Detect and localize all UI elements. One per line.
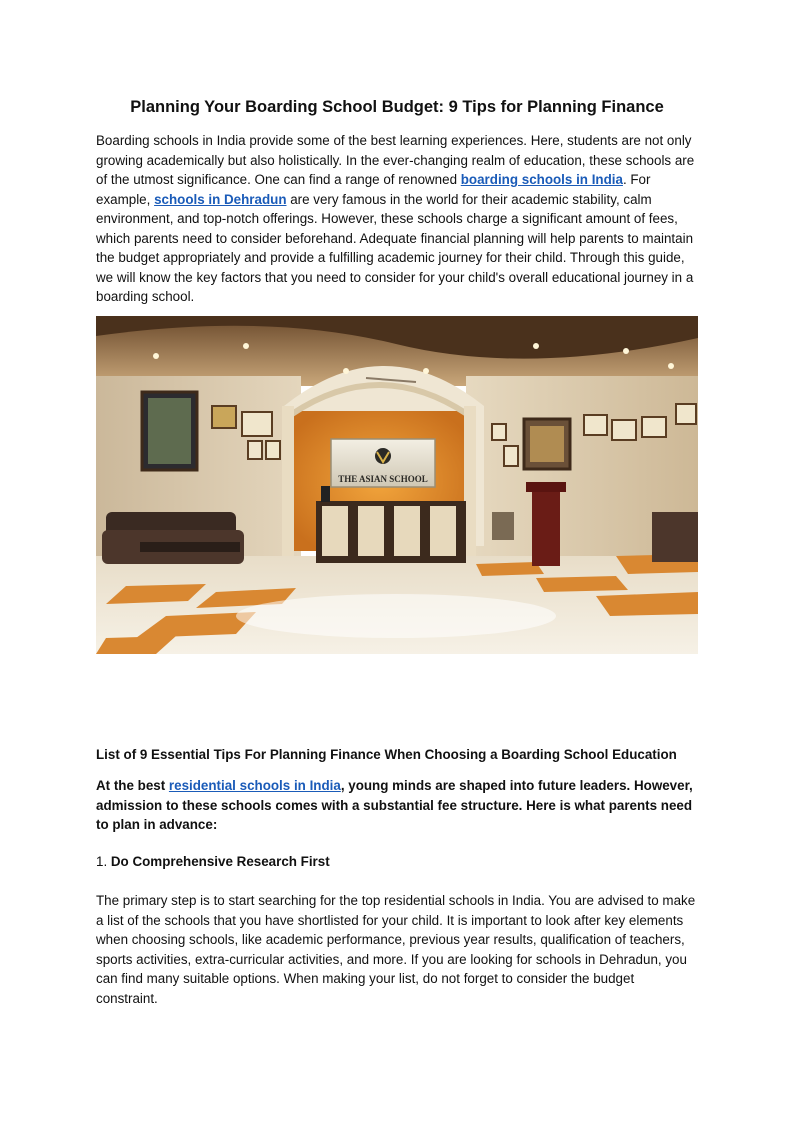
residential-schools-india-link[interactable]: residential schools in India [168,778,341,793]
schools-in-dehradun-link[interactable]: schools in Dehradun [154,191,287,207]
intro-paragraph [96,131,698,307]
school-lobby-photo [96,316,698,654]
lead-text-2: , young minds are shaped into future leaders. However, admission to these schools comes with a substantial fee structure. Here is what parents need to plan in advance: [96,778,693,832]
school-sign-text: THE ASIAN SCHOOL [338,474,428,484]
tip-1-body: The primary step is to start searching for the top residential schools in India. You are advised to make a list of the schools that you have shortlisted for your child. It is important to look after key elements when choosing schools, like academic performance, previous year results, qualification of teachers, sports activities, extra-curricular activities, and more. If you are looking for schools in Dehradun, you can find many suitable options. When making your list, do not forget to consider the budget constraint. [96,893,696,1006]
intro-text-3: are very famous in the world for their academic stability, calm environment, and top-notch offerings. However, these schools charge a significant amount of fees, which parents need to consider beforehand. Adequate financial planning will help parents to maintain the budget appropriately and provide a fulfilling academic journey for their child. Through this guide, we will know the key factors that you need to consider for your child's overall educational journey in a boarding school. [96,191,694,304]
tip-1-number: 1. [96,854,111,869]
lead-paragraph [96,776,698,835]
tips-list-heading: List of 9 Essential Tips For Planning Finance When Choosing a Boarding School Education [96,747,677,762]
tip-1-heading [96,852,698,872]
boarding-schools-india-link[interactable]: boarding schools in India [460,172,623,187]
tip-1-title: Do Comprehensive Research First [110,854,330,869]
intro-text-1: Boarding schools in India provide some of the best learning experiences. Here, students are not only growing academically but also holistically. In the ever-changing realm of education, these schools are of the utmost significance. One can find a range of renowned [96,133,695,187]
intro-text-2: . For example, [96,172,651,207]
page-title: Planning Your Boarding School Budget: 9 Tips for Planning Finance [130,98,664,116]
lead-text-1: At the best [96,778,169,793]
